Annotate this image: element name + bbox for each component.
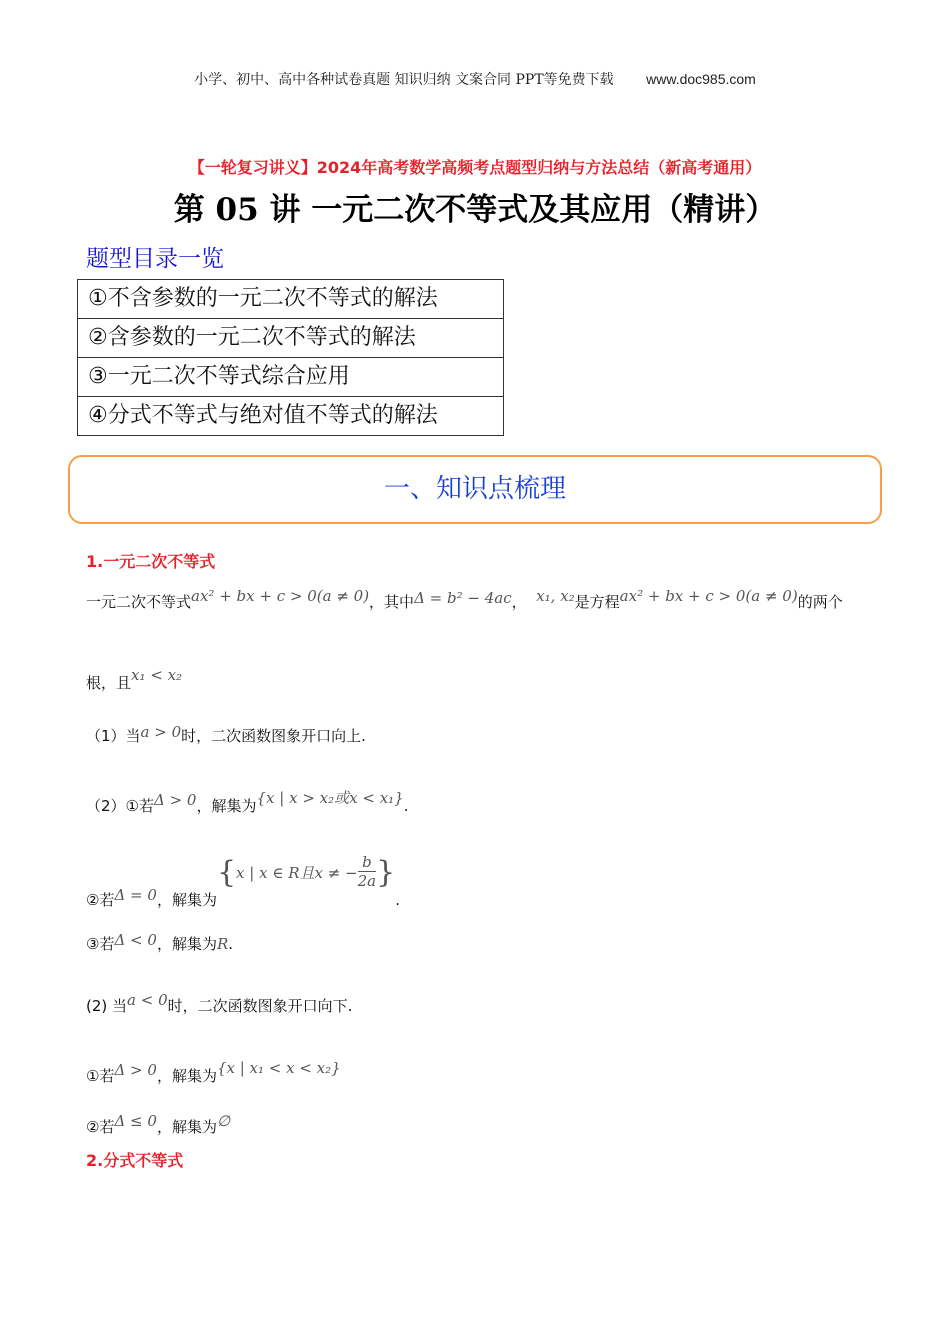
text: 的两个 [797, 593, 843, 611]
text: 时，二次函数图象开口向下. [167, 997, 353, 1015]
case-delta-zero [86, 845, 400, 909]
series-subtitle: 【一轮复习讲义】2024年高考数学高频考点题型归纳与方法总结（新高考通用） [188, 158, 762, 177]
section-title: 一、知识点梳理 [383, 474, 566, 504]
text: ，其中 [369, 593, 415, 611]
text: . [395, 891, 400, 909]
text: ②若 [86, 1118, 115, 1136]
toc-item[interactable]: ④分式不等式与绝对值不等式的解法 [78, 397, 504, 436]
formula-solution-set-3: {x | x₁ < x < x₂} [216, 1059, 341, 1077]
formula-delta-nonpositive: Δ ≤ 0 [114, 1112, 157, 1130]
text: ，解集为 [156, 1067, 217, 1085]
formula-real-set: R [216, 935, 229, 953]
formula-delta-negative: Δ < 0 [114, 931, 157, 949]
text: ①若 [86, 1067, 115, 1085]
brace-close: } [376, 855, 396, 890]
formula-solution-set-1: {x | x > x₂或x < x₁} [256, 789, 404, 807]
text: （1）当 [86, 727, 141, 745]
case-a-negative [86, 991, 353, 1016]
formula-a-negative: a < 0 [127, 991, 168, 1009]
toc-item[interactable]: ③一元二次不等式综合应用 [78, 358, 504, 397]
text: ，解集为 [156, 1118, 217, 1136]
case-a-positive [86, 725, 366, 746]
header-text: 小学、初中、高中各种试卷真题 知识归纳 文案合同 PPT等免费下载 [194, 72, 614, 88]
case-delta-nonpositive [86, 1112, 231, 1137]
brace-open: { [216, 855, 237, 890]
case-delta-positive [86, 789, 409, 816]
formula-inequality: ax² + bx + c > 0(a ≠ 0) [191, 587, 370, 605]
text: ，解集为 [196, 797, 257, 815]
text: 是方程 [574, 593, 620, 611]
formula-roots: x₁, x₂ [536, 587, 575, 605]
text: 根，且 [86, 674, 132, 692]
formula-equation: ax² + bx + c > 0(a ≠ 0) [619, 587, 798, 605]
toc-table [77, 279, 504, 436]
roots-order-line [86, 666, 183, 693]
formula-solution-set-2: x | x ∈ R且x ≠ − [236, 864, 358, 882]
toc-item[interactable]: ①不含参数的一元二次不等式的解法 [78, 280, 504, 319]
definition-line [86, 587, 843, 612]
case-delta-negative [86, 933, 233, 954]
fraction-numerator: b [358, 853, 377, 872]
formula-discriminant: Δ = b² − 4ac [414, 589, 512, 607]
page-title: 第 05 讲 一元二次不等式及其应用（精讲） [173, 192, 777, 228]
case-delta-positive-2 [86, 1059, 341, 1086]
text: . [228, 935, 234, 953]
text: ，解集为 [156, 891, 217, 909]
fraction-denominator: 2a [357, 872, 377, 890]
text: 时，二次函数图象开口向上. [181, 727, 366, 745]
toc-item[interactable]: ②含参数的一元二次不等式的解法 [78, 319, 504, 358]
heading-quadratic-inequality: 1.一元二次不等式 [86, 552, 216, 571]
header-site[interactable]: www.doc985.com [646, 71, 756, 87]
text: ②若 [86, 891, 115, 909]
text: ， [511, 593, 527, 611]
text: ③若 [86, 935, 115, 953]
formula-delta-zero: Δ = 0 [114, 886, 157, 904]
section-title-box [68, 455, 882, 524]
formula-a-positive: a > 0 [140, 723, 182, 741]
formula-delta-positive: Δ > 0 [114, 1061, 157, 1079]
formula-delta-positive: Δ > 0 [154, 791, 197, 809]
toc-heading: 题型目录一览 [86, 246, 224, 272]
heading-fractional-inequality: 2.分式不等式 [86, 1151, 184, 1170]
formula-root-order: x₁ < x₂ [131, 666, 183, 684]
text: （2）①若 [86, 797, 154, 815]
text: (2) 当 [86, 997, 128, 1015]
formula-fraction [358, 853, 377, 890]
text: 一元二次不等式 [86, 593, 192, 611]
page-header [0, 69, 950, 89]
text: . [403, 797, 409, 815]
formula-empty-set: ∅ [216, 1112, 231, 1130]
text: ，解集为 [156, 935, 217, 953]
